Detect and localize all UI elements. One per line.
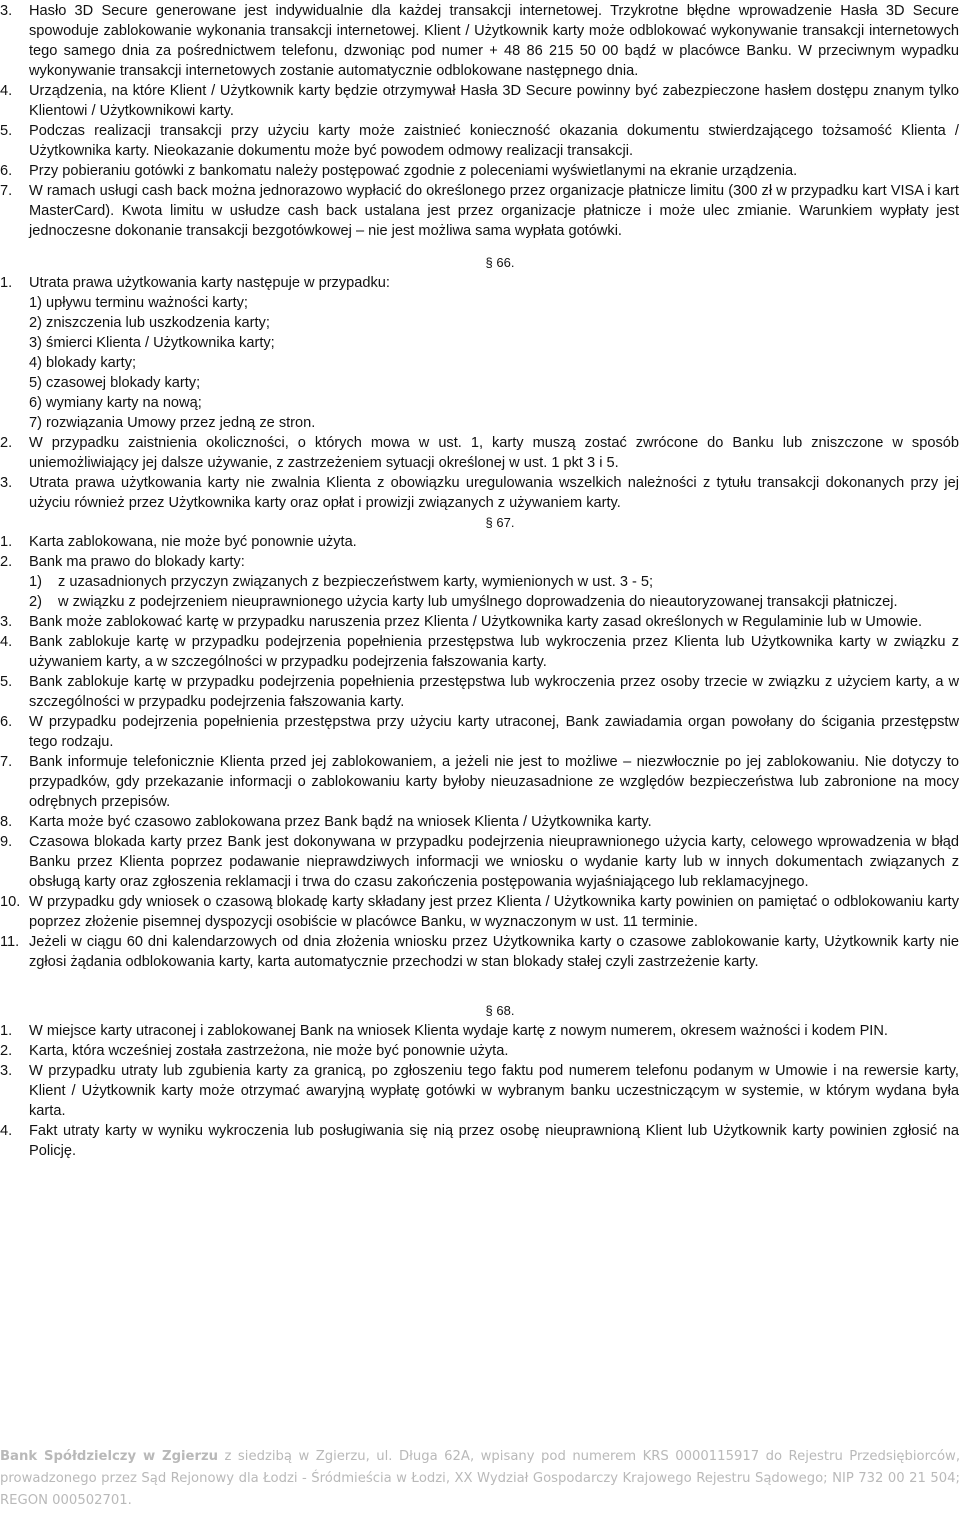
list-item xyxy=(0,532,960,552)
item-number: 1. xyxy=(0,1023,13,1039)
list-item xyxy=(0,1021,960,1041)
sub-list-item: 3) śmierci Klienta / Użytkownika karty; xyxy=(29,335,275,351)
sub-list-item: 4) blokady karty; xyxy=(29,355,137,371)
sub-item-text: z uzasadnionych przyczyn związanych z bezpieczeństwem karty, wymienionych w ust. 3 - 5; xyxy=(58,574,654,590)
item-number: 2. xyxy=(0,1043,13,1059)
list-item xyxy=(0,832,960,892)
item-number: 4. xyxy=(0,634,13,650)
item-text: Karta może być czasowo zablokowana przez Bank bądź na wniosek Klienta / Użytkownika karty. xyxy=(29,814,652,830)
list-item xyxy=(0,181,960,241)
list-item xyxy=(0,712,960,752)
item-number: 3. xyxy=(0,1063,13,1079)
list-item xyxy=(0,812,960,832)
list-item xyxy=(0,892,960,932)
list-item xyxy=(0,161,960,181)
item-text: Utrata prawa użytkowania karty następuje w przypadku: xyxy=(29,275,390,291)
item-number: 8. xyxy=(0,814,13,830)
section-heading-66: § 66. xyxy=(485,255,515,270)
item-number: 10. xyxy=(0,894,21,910)
section-heading-68: § 68. xyxy=(485,1003,515,1018)
sub-item-number: 1) xyxy=(29,574,42,590)
item-number: 5. xyxy=(0,123,13,139)
page-footer xyxy=(0,1446,960,1512)
item-number: 11. xyxy=(0,934,20,950)
item-number: 6. xyxy=(0,714,13,730)
item-text: W przypadku zaistnienia okoliczności, o których mowa w ust. 1, karty muszą zostać zwrócone do Banku lub zniszczone w sposób uniemożliwiający jej dalsze używanie, z zastrzeżeniem sytuacji określonej w ust. 1 pkt 3 i 5. xyxy=(29,435,959,471)
list-item xyxy=(0,81,960,121)
list-item xyxy=(0,612,960,632)
list-item xyxy=(0,121,960,161)
item-number: 5. xyxy=(0,674,13,690)
list-block-top xyxy=(0,1,960,241)
list-item xyxy=(0,672,960,712)
list-item xyxy=(0,752,960,812)
item-text: Bank zablokuje kartę w przypadku podejrzenia popełnienia przestępstwa lub wykroczenia przez Klienta lub Użytkownika karty w związku z używaniem karty, a w szczególności w przypadku podejrzenia fałszowania karty. xyxy=(29,634,959,670)
item-text: Przy pobieraniu gotówki z bankomatu należy postępować zgodnie z poleceniami wyświetlanymi na ekranie urządzenia. xyxy=(29,163,798,179)
item-text: W przypadku gdy wniosek o czasową blokadę karty składany jest przez Klienta / Użytkownika karty powinien on pamiętać o odblokowaniu karty poprzez złożenie pisemnej dyspozycji osobiście w placówce Banku, w wyznaczonym w ust. 11 terminie. xyxy=(29,894,959,930)
item-text: Bank zablokuje kartę w przypadku podejrzenia popełnienia przestępstwa lub wykroczenia przez osoby trzecie w związku z użyciem karty, a w szczególności w przypadku podejrzenia fałszowania karty. xyxy=(29,674,959,710)
list-section-68 xyxy=(0,1021,960,1161)
item-number: 7. xyxy=(0,754,13,770)
list-item xyxy=(0,632,960,672)
sub-list xyxy=(29,572,959,612)
section-heading-67: § 67. xyxy=(485,515,515,530)
item-text: Czasowa blokada karty przez Bank jest dokonywana w przypadku podejrzenia nieuprawnionego użycia karty, celowego wprowadzenia w błąd Banku przez Klienta poprzez podawanie nieprawdziwych informacji we wniosku o wydanie karty lub w innych dokumentach związanych z obsługą karty oraz zgłoszenia reklamacji i trwa do czasu zakończenia postępowania wyjaśniającego lub reklamacyjnego. xyxy=(29,834,959,890)
sub-item-number: 2) xyxy=(29,594,42,610)
item-text: W przypadku podejrzenia popełnienia przestępstwa przy użyciu karty utraconej, Bank zawiadamia organ powołany do ścigania przestępstw tego rodzaju. xyxy=(29,714,959,750)
list-item xyxy=(0,552,960,612)
list-item xyxy=(0,473,960,513)
item-text: Bank może zablokować kartę w przypadku naruszenia przez Klienta / Użytkownika karty zasad określonych w Regulaminie lub w Umowie. xyxy=(29,614,923,630)
sub-list xyxy=(29,293,959,433)
item-number: 2. xyxy=(0,435,13,451)
item-text: Bank ma prawo do blokady karty: xyxy=(29,554,245,570)
sub-list-item: 1) upływu terminu ważności karty; xyxy=(29,295,248,311)
sub-list-item xyxy=(29,592,959,612)
item-number: 3. xyxy=(0,3,13,19)
item-number: 1. xyxy=(0,534,13,550)
item-text: Podczas realizacji transakcji przy użyciu karty może zaistnieć konieczność okazania dokumentu stwierdzającego tożsamość Klienta / Użytkownika karty. Nieokazanie dokumentu może być powodem odmowy realizacji transakcji. xyxy=(29,123,959,159)
sub-item-text: w związku z podejrzeniem nieuprawnionego użycia karty lub umyślnego doprowadzenia do nieautoryzowanej transakcji płatniczej. xyxy=(58,594,898,610)
item-number: 9. xyxy=(0,834,13,850)
item-text: Fakt utraty karty w wyniku wykroczenia lub posługiwania się nią przez osobę nieuprawnioną Klient lub Użytkownik karty powinien zgłosić na Policję. xyxy=(29,1123,959,1159)
footer-bank-name: Bank Spółdzielczy w Zgierzu xyxy=(0,1449,219,1464)
item-text: W ramach usługi cash back można jednorazowo wypłacić do określonego przez organizacje płatnicze limitu (300 zł w przypadku kart VISA i kart MasterCard). Kwota limitu w usłudze cash back ustalana jest przez organizacje płatnicze i może ulec zmianie. Warunkiem wypłaty jest jednoczesne dokonanie transakcji bezgotówkowej – nie jest możliwa sama wypłata gotówki. xyxy=(29,183,959,239)
item-text: Jeżeli w ciągu 60 dni kalendarzowych od dnia złożenia wniosku przez Użytkownika karty o czasowe zablokowanie karty, Użytkownik karty nie zgłosi żądania odblokowania karty, karta automatycznie przechodzi w stan blokady stałej czyli zastrzeżenie karty. xyxy=(29,934,959,970)
sub-list-item: 7) rozwiązania Umowy przez jedną ze stron. xyxy=(29,415,316,431)
item-text: W miejsce karty utraconej i zablokowanej Bank na wniosek Klienta wydaje kartę z nowym numerem, okresem ważności i kodem PIN. xyxy=(29,1023,888,1039)
list-item xyxy=(0,1041,960,1061)
item-text: Bank informuje telefonicznie Klienta przed jej zablokowaniem, a jeżeli nie jest to możliwe – niezwłocznie po jej zablokowaniu. Nie dotyczy to przypadków, gdy przekazanie informacji o zablokowaniu karty byłoby nieuzasadnione ze względów bezpieczeństwa lub zabronione na mocy odrębnych przepisów. xyxy=(29,754,959,810)
item-text: Hasło 3D Secure generowane jest indywidualnie dla każdej transakcji internetowej. Trzykrotne błędne wprowadzenie Hasła 3D Secure spowoduje zablokowanie wykonania transakcji internetowej. Klient / Użytkownik karty może odblokować wykonywanie transakcji internetowych tego samego dnia za pośrednictwem telefonu, dzwoniąc pod numer + 48 86 215 50 00 bądź w placówce Banku. W przeciwnym wypadku wykonywanie transakcji internetowych zostanie automatycznie odblokowane następnego dnia. xyxy=(29,3,959,79)
sub-list-item: 6) wymiany karty na nową; xyxy=(29,395,202,411)
item-text: Utrata prawa użytkowania karty nie zwalnia Klienta z obowiązku uregulowania wszelkich należności z tytułu transakcji dokonanych przy jej użyciu również przez Użytkownika karty oraz opłat i prowizji związanych z używaniem karty. xyxy=(29,475,959,511)
footer-text: z siedzibą w Zgierzu, ul. Długa 62A, wpisany pod numerem KRS 0000115917 do Rejestru Przedsiębiorców, prowadzonego przez Sąd Rejonowy dla Łodzi - Śródmieścia w Łodzi, XX Wydział Gospodarczy Krajowego Rejestru Sądowego; NIP 732 00 21 504; REGON 000502701. xyxy=(0,1449,960,1508)
list-item xyxy=(0,433,960,473)
sub-list-item xyxy=(29,572,959,592)
sub-list-item: 2) zniszczenia lub uszkodzenia karty; xyxy=(29,315,270,331)
item-number: 7. xyxy=(0,183,13,199)
item-number: 4. xyxy=(0,1123,13,1139)
list-section-67 xyxy=(0,532,960,972)
item-text: W przypadku utraty lub zgubienia karty za granicą, po zgłoszeniu tego faktu pod numerem telefonu podanym w Umowie i na rewersie karty, Klient / Użytkownik karty może otrzymać awaryjną wypłatę gotówki w wybranym banku uczestniczącym w systemie, w którym wydana była karta. xyxy=(29,1063,959,1119)
list-item xyxy=(0,932,960,972)
list-item xyxy=(0,1121,960,1161)
item-number: 4. xyxy=(0,83,13,99)
item-number: 3. xyxy=(0,614,13,630)
item-number: 6. xyxy=(0,163,13,179)
item-text: Urządzenia, na które Klient / Użytkownik karty będzie otrzymywał Hasła 3D Secure powinny być zabezpieczone hasłem dostępu znanym tylko Klientowi / Użytkownikowi karty. xyxy=(29,83,959,119)
item-number: 1. xyxy=(0,275,13,291)
item-text: Karta zablokowana, nie może być ponownie użyta. xyxy=(29,534,357,550)
item-number: 2. xyxy=(0,554,13,570)
list-section-66 xyxy=(0,273,960,513)
list-item xyxy=(0,1061,960,1121)
sub-list-item: 5) czasowej blokady karty; xyxy=(29,375,201,391)
list-item xyxy=(0,1,960,81)
list-item xyxy=(0,273,960,433)
item-number: 3. xyxy=(0,475,13,491)
item-text: Karta, która wcześniej została zastrzeżona, nie może być ponownie użyta. xyxy=(29,1043,509,1059)
